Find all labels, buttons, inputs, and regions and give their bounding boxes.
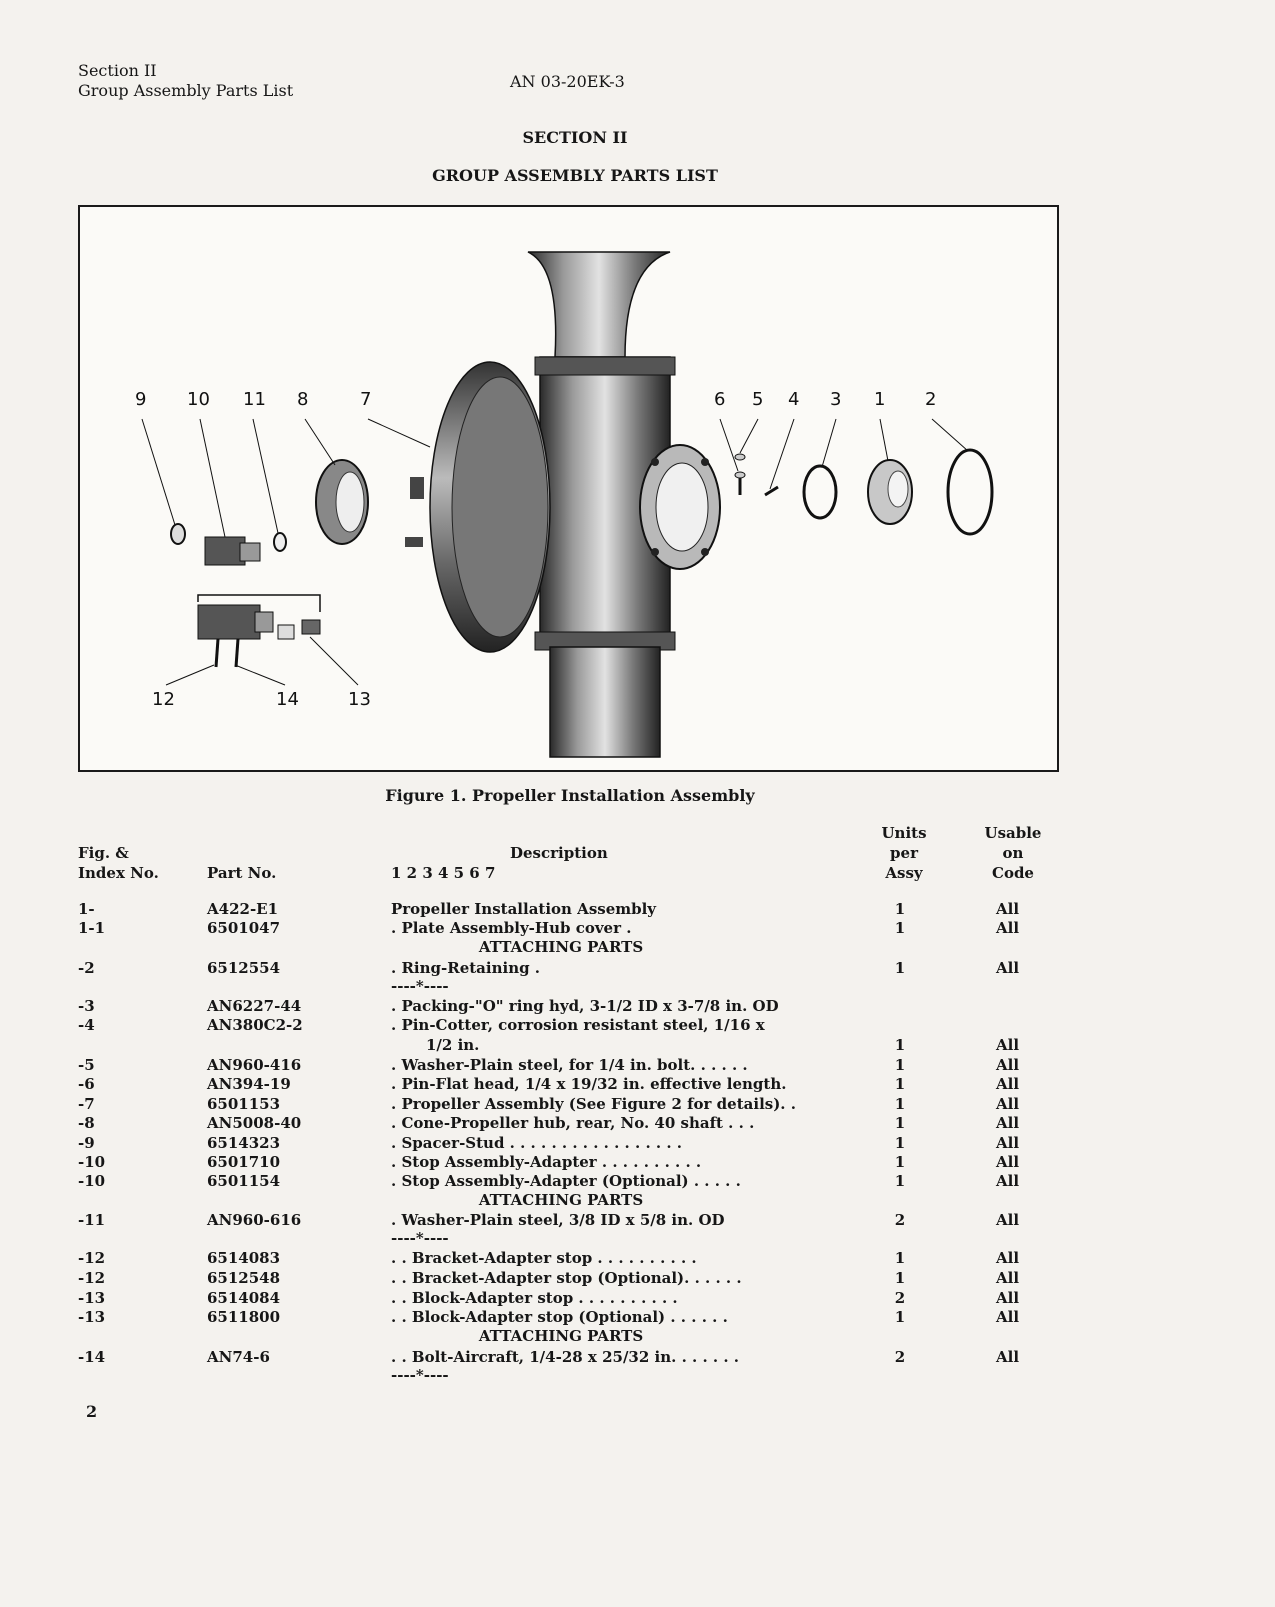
callout-3: 3 [830, 389, 842, 410]
table-row-continuation: 1/2 in. 1 All [426, 1036, 1020, 1054]
callout-14: 14 [276, 689, 299, 710]
callout-2: 2 [925, 389, 937, 410]
table-row: -9 6514323 . Spacer-Stud . . . . . . . . . . . . . . . . . 1 All [78, 1134, 1020, 1152]
propeller-hub-body [535, 357, 675, 757]
page-number: 2 [86, 1402, 98, 1421]
hub-front-flange [640, 445, 720, 569]
section-header [78, 61, 293, 101]
table-row: -11 AN960-616 . Washer-Plain steel, 3/8 ID x 5/8 in. OD 2 All [78, 1211, 1020, 1229]
table-row: -3 AN6227-44 . Packing-"O" ring hyd, 3-1/2 ID x 3-7/8 in. OD [78, 997, 779, 1015]
part-10-stop-assembly [205, 537, 260, 565]
propeller-blade-top [528, 252, 670, 357]
part-2-retaining-ring [948, 450, 992, 534]
separator-row: ----*---- [391, 1366, 449, 1384]
table-row: -13 6514084 . . Block-Adapter stop . . . . . . . . . . 2 All [78, 1289, 1020, 1307]
callout-13: 13 [348, 689, 371, 710]
separator-row: ----*---- [391, 977, 449, 995]
attaching-parts-subhead: ATTACHING PARTS [478, 1191, 644, 1209]
table-row: -10 6501710 . Stop Assembly-Adapter . . . . . . . . . . 1 All [78, 1153, 1020, 1171]
callout-1: 1 [874, 389, 886, 410]
part-8-cone [316, 460, 368, 544]
separator-row: ----*---- [391, 1229, 449, 1247]
part-4-cotter-pin [765, 487, 778, 495]
table-row: -10 6501154 . Stop Assembly-Adapter (Optional) . . . . . 1 All [78, 1172, 1020, 1190]
col-header-usable-on-code: Usable on Code [984, 824, 1042, 882]
callout-4: 4 [788, 389, 800, 410]
section-label: Section II [78, 61, 157, 80]
section-title: SECTION II [522, 128, 628, 147]
callout-8: 8 [297, 389, 309, 410]
callout-6: 6 [714, 389, 726, 410]
col-header-indent-levels: 1 2 3 4 5 6 7 [391, 864, 496, 882]
part-5-washer [735, 454, 745, 460]
part-6-pin [735, 472, 745, 495]
bracket-block-group [198, 595, 320, 667]
attaching-parts-subhead: ATTACHING PARTS [478, 938, 644, 956]
figure-caption: Figure 1. Propeller Installation Assembly [385, 786, 755, 805]
table-row: 1- A422-E1 Propeller Installation Assembly 1 All [78, 900, 1020, 918]
propeller-assembly-figure [78, 205, 1059, 772]
table-row: -2 6512554 . Ring-Retaining . 1 All [78, 959, 1020, 977]
part-11-washer [274, 533, 286, 551]
callout-5: 5 [752, 389, 764, 410]
table-row: -4 AN380C2-2 . Pin-Cotter, corrosion resistant steel, 1/16 x [78, 1016, 765, 1034]
table-row: -14 AN74-6 . . Bolt-Aircraft, 1/4-28 x 25/32 in. . . . . . . 2 All [78, 1348, 1020, 1366]
table-row: -5 AN960-416 . Washer-Plain steel, for 1/4 in. bolt. . . . . . 1 All [78, 1056, 1020, 1074]
document-number: AN 03-20EK-3 [510, 72, 625, 91]
callout-9: 9 [135, 389, 147, 410]
exploded-view-illustration [80, 207, 1057, 770]
callout-11: 11 [243, 389, 266, 410]
table-row: -6 AN394-19 . Pin-Flat head, 1/4 x 19/32 in. effective length. 1 All [78, 1075, 1020, 1093]
part-1-hub-cover [868, 460, 912, 524]
part-9-spacer [171, 524, 185, 544]
hub-rear-disc [405, 362, 550, 652]
col-header-description: Description [510, 844, 608, 862]
table-row: -12 6514083 . . Bracket-Adapter stop . . . . . . . . . . 1 All [78, 1249, 1020, 1267]
attaching-parts-subhead: ATTACHING PARTS [478, 1327, 644, 1345]
callout-10: 10 [187, 389, 210, 410]
table-row: -8 AN5008-40 . Cone-Propeller hub, rear, No. 40 shaft . . . 1 All [78, 1114, 1020, 1132]
part-3-o-ring [804, 466, 836, 518]
table-row: -13 6511800 . . Block-Adapter stop (Optional) . . . . . . 1 All [78, 1308, 1020, 1326]
table-row: 1-1 6501047 . Plate Assembly-Hub cover . 1 All [78, 919, 1020, 937]
table-row: -12 6512548 . . Bracket-Adapter stop (Optional). . . . . . 1 All [78, 1269, 1020, 1287]
callout-7: 7 [360, 389, 372, 410]
callout-12: 12 [152, 689, 175, 710]
table-row: -7 6501153 . Propeller Assembly (See Figure 2 for details). . 1 All [78, 1095, 1020, 1113]
section-subtitle: Group Assembly Parts List [78, 81, 294, 100]
col-header-units-per-assy: Units per Assy [881, 824, 927, 882]
col-header-fig-index: Fig. & Index No. [78, 844, 159, 882]
col-header-part-no: Part No. [207, 864, 277, 882]
parts-list-title: GROUP ASSEMBLY PARTS LIST [432, 166, 718, 185]
